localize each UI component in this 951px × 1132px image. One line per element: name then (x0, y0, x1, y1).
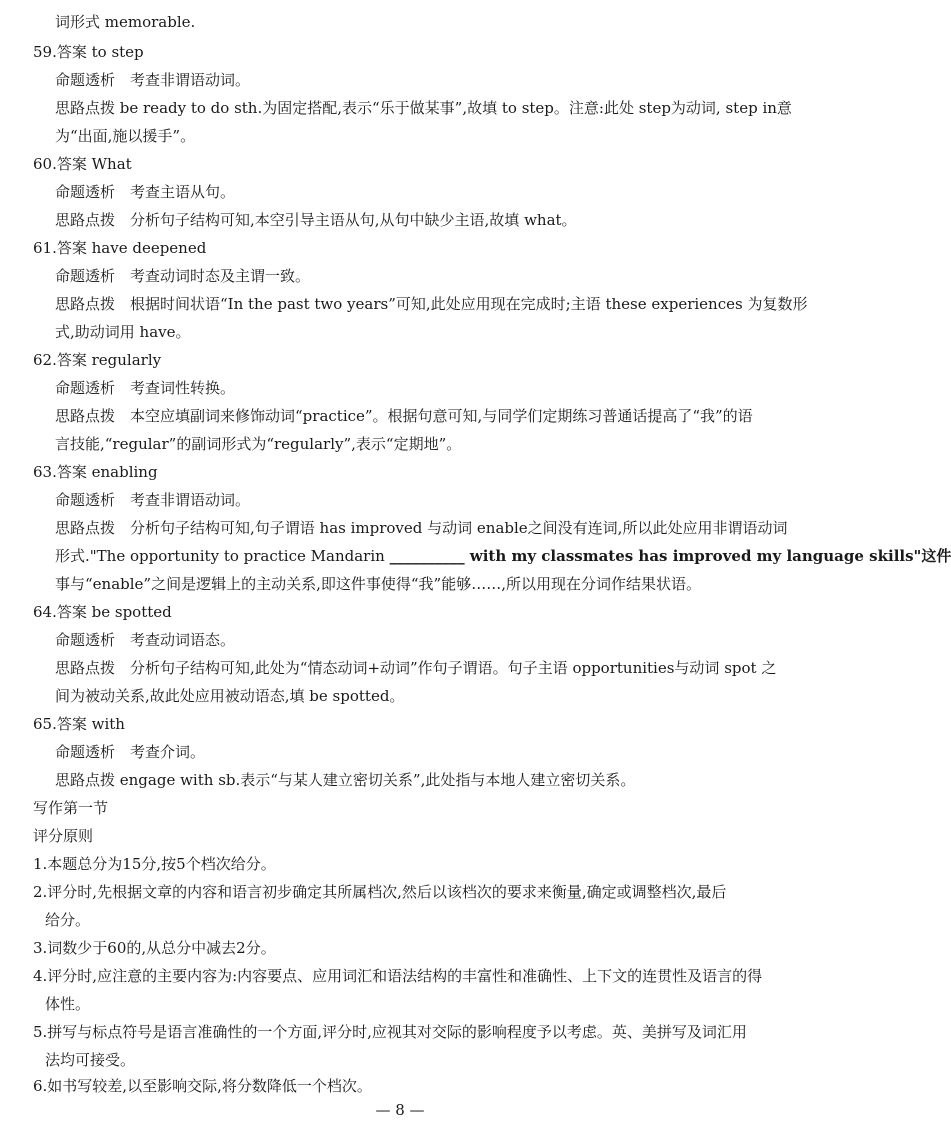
analysis-65: 命题透析 考查介词。 (55, 743, 206, 761)
rule-3: 3.词数少于60的,从总分中减去2分。 (33, 939, 276, 957)
analysis-59: 命题透析 考查非谓语动词。 (55, 71, 251, 89)
hint-63-quote-start: 形式."The opportunity to practice Mandarin (55, 547, 390, 565)
answer-61: 61.答案 have deepened (33, 239, 207, 257)
hint-62: 思路点拨 本空应填副词来修饰动词“practice”。根据句意可知,与同学们定期练习普通话提高了“我”的语 (55, 407, 753, 425)
answer-62: 62.答案 regularly (33, 351, 162, 369)
hint-61-cont: 式,助动词用 have。 (55, 323, 191, 341)
rule-4-cont: 体性。 (45, 995, 91, 1013)
section-heading: 写作第一节 (33, 799, 109, 817)
hint-63-quote-bold: __________ with my classmates has improved my language skills"这件 (389, 547, 951, 565)
hint-60: 思路点拨 分析句子结构可知,本空引导主语从句,从句中缺少主语,故填 what。 (55, 211, 577, 229)
analysis-62: 命题透析 考查词性转换。 (55, 379, 236, 397)
analysis-60: 命题透析 考查主语从句。 (55, 183, 236, 201)
hint-64-cont: 间为被动关系,故此处应用被动语态,填 be spotted。 (55, 687, 405, 705)
page-number: — 8 — (375, 1101, 425, 1119)
rule-5: 5.拼写与标点符号是语言准确性的一个方面,评分时,应视其对交际的影响程度予以考虑。英、美拼写及词汇用 (33, 1023, 747, 1041)
hint-64: 思路点拨 分析句子结构可知,此处为“情态动词+动词”作句子谓语。句子主语 opportunities与动词 spot 之 (55, 659, 777, 677)
hint-65: 思路点拨 engage with sb.表示“与某人建立密切关系”,此处指与本地人建立密切关系。 (55, 771, 636, 789)
hint-63-cont (0, 544, 951, 568)
rule-1: 1.本题总分为15分,按5个档次给分。 (33, 855, 276, 873)
rule-2: 2.评分时,先根据文章的内容和语言初步确定其所属档次,然后以该档次的要求来衡量,确定或调整档次,最后 (33, 883, 727, 901)
hint-62-cont: 言技能,“regular”的副词形式为“regularly”,表示“定期地”。 (55, 435, 462, 453)
section-subheading: 评分原则 (33, 827, 94, 845)
rule-6: 6.如书写较差,以至影响交际,将分数降低一个档次。 (33, 1077, 372, 1095)
answer-60: 60.答案 What (33, 155, 132, 173)
hint-61: 思路点拨 根据时间状语“In the past two years”可知,此处应用现在完成时;主语 these experiences 为复数形 (55, 295, 808, 313)
hint-63: 思路点拨 分析句子结构可知,句子谓语 has improved 与动词 enable之间没有连词,所以此处应用非谓语动词 (55, 519, 788, 537)
rule-2-cont: 给分。 (45, 911, 91, 929)
rule-4: 4.评分时,应注意的主要内容为:内容要点、应用词汇和语法结构的丰富性和准确性、上下文的连贯性及语言的得 (33, 967, 763, 985)
answer-65: 65.答案 with (33, 715, 125, 733)
hint-63-cont2: 事与“enable”之间是逻辑上的主动关系,即这件事使得“我”能够……,所以用现在分词作结果状语。 (55, 575, 701, 593)
rule-5-cont: 法均可接受。 (45, 1051, 136, 1069)
analysis-64: 命题透析 考查动词语态。 (55, 631, 236, 649)
analysis-63: 命题透析 考查非谓语动词。 (55, 491, 251, 509)
answer-64: 64.答案 be spotted (33, 603, 172, 621)
hint-59-cont: 为“出面,施以援手”。 (55, 127, 196, 145)
answer-63: 63.答案 enabling (33, 463, 158, 481)
hint-59: 思路点拨 be ready to do sth.为固定搭配,表示“乐于做某事”,故填 to step。注意:此处 step为动词, step in意 (55, 99, 792, 117)
analysis-61: 命题透析 考查动词时态及主谓一致。 (55, 267, 311, 285)
answer-59: 59.答案 to step (33, 43, 144, 61)
text-line: 词形式 memorable. (55, 13, 196, 31)
